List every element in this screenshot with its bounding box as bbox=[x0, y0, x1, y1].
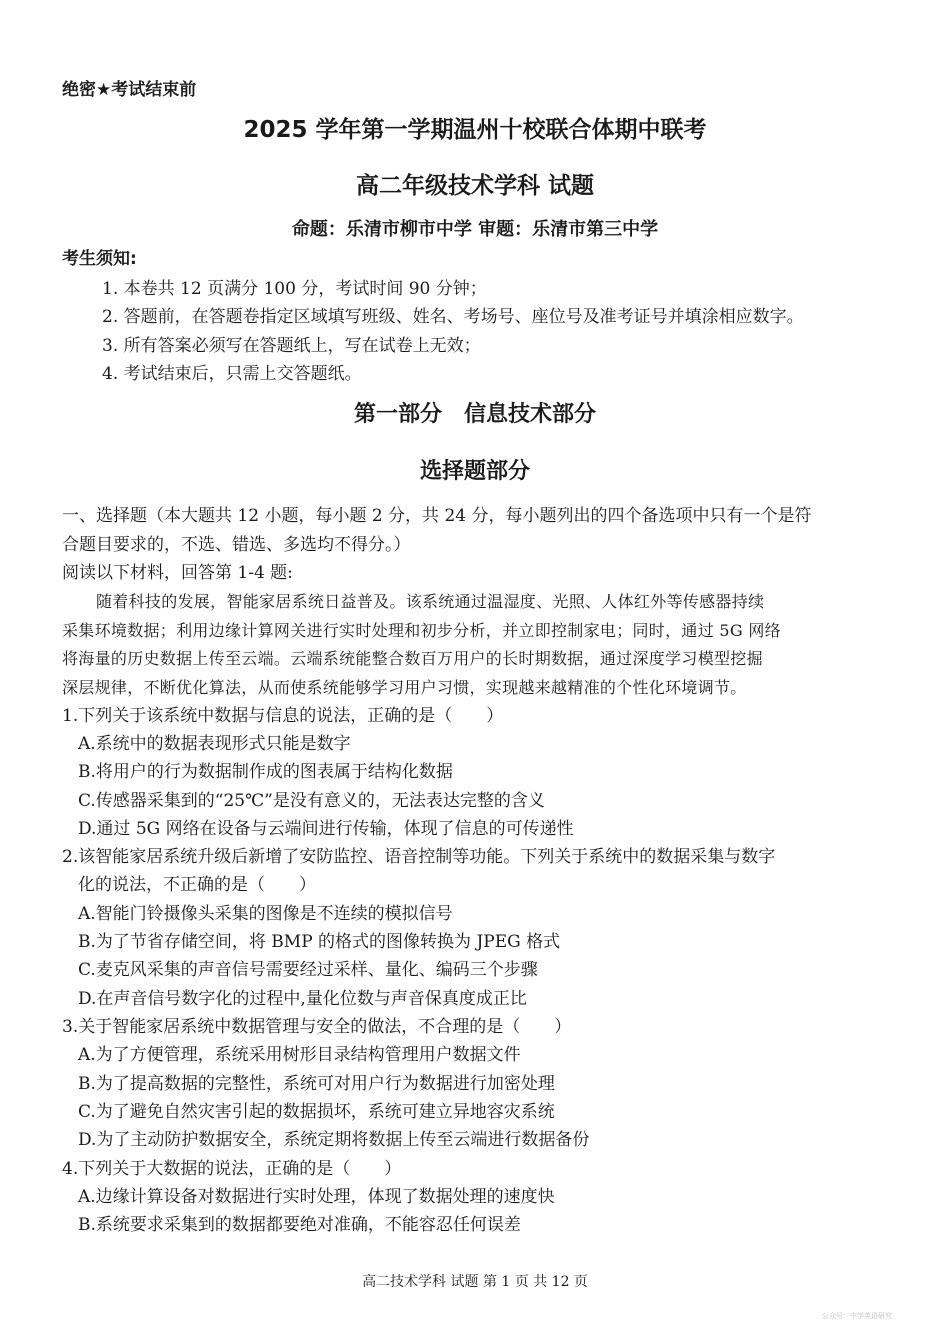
material-line: 随着科技的发展，智能家居系统日益普及。该系统通过温湿度、光照、人体红外等传感器持续 bbox=[96, 592, 765, 611]
question-option: C.为了避免自然灾害引起的数据损坏，系统可建立异地容灾系统 bbox=[78, 1102, 555, 1122]
question-stem: 1.下列关于该系统中数据与信息的说法，正确的是（ ） bbox=[62, 706, 504, 726]
notice-item: 3. 所有答案必须写在答题纸上，写在试卷上无效； bbox=[102, 336, 481, 356]
section-title: 选择题部分 bbox=[419, 459, 530, 484]
notice-heading: 考生须知: bbox=[62, 249, 137, 269]
question-option: A.智能门铃摄像头采集的图像是不连续的模拟信号 bbox=[78, 904, 453, 924]
material-line: 采集环境数据；利用边缘计算网关进行实时处理和初步分析，并立即控制家电；同时，通过 5G 网络 bbox=[62, 621, 781, 640]
material-line: 将海量的历史数据上传至云端。云端系统能整合数百万用户的长时期数据，通过深度学习模型挖掘 bbox=[62, 649, 763, 668]
material-line: 深层规律，不断优化算法，从而使系统能够学习用户习惯，实现越来越精准的个性化环境调节。 bbox=[62, 678, 747, 697]
exam-title: 2025 学年第一学期温州十校联合体期中联考 bbox=[243, 117, 707, 143]
question-option: D.通过 5G 网络在设备与云端间进行传输，体现了信息的可传递性 bbox=[78, 819, 574, 839]
instructions-line: 合题目要求的，不选、错选、多选均不得分。） bbox=[62, 535, 411, 555]
reading-prompt: 阅读以下材料，回答第 1-4 题: bbox=[62, 563, 293, 583]
question-option: C.麦克风采集的声音信号需要经过采样、量化、编码三个步骤 bbox=[78, 960, 538, 980]
notice-item: 1. 本卷共 12 页满分 100 分，考试时间 90 分钟； bbox=[102, 279, 487, 299]
question-stem-cont: 化的说法，不正确的是（ ） bbox=[78, 875, 316, 895]
instructions-line: 一、选择题（本大题共 12 小题，每小题 2 分，共 24 分，每小题列出的四个备选项中只有一个是符 bbox=[62, 506, 812, 526]
part-title: 第一部分 信息技术部分 bbox=[353, 402, 596, 427]
question-option: D.在声音信号数字化的过程中,量化位数与声音保真度成正比 bbox=[78, 989, 527, 1009]
question-option: C.传感器采集到的“25℃”是没有意义的，无法表达完整的含义 bbox=[78, 791, 545, 811]
question-option: B.将用户的行为数据制作成的图表属于结构化数据 bbox=[78, 762, 453, 782]
exam-subtitle: 高二年级技术学科 试题 bbox=[355, 173, 594, 199]
secrecy-label: 绝密★考试结束前 bbox=[62, 80, 197, 100]
question-stem: 3.关于智能家居系统中数据管理与安全的做法，不合理的是（ ） bbox=[62, 1017, 572, 1037]
notice-item: 2. 答题前，在答题卷指定区域填写班级、姓名、考场号、座位号及准考证号并填涂相应数字。 bbox=[102, 307, 804, 327]
question-option: A.边缘计算设备对数据进行实时处理，体现了数据处理的速度快 bbox=[78, 1187, 555, 1207]
question-option: A.为了方便管理，系统采用树形目录结构管理用户数据文件 bbox=[78, 1045, 521, 1065]
question-option: B.为了提高数据的完整性，系统可对用户行为数据进行加密处理 bbox=[78, 1074, 555, 1094]
watermark: 公众号：中学英语研究 bbox=[822, 1312, 892, 1320]
notice-item: 4. 考试结束后，只需上交答题纸。 bbox=[102, 364, 362, 384]
exam-authors: 命题：乐清市柳市中学 审题：乐清市第三中学 bbox=[291, 219, 659, 240]
page-footer: 高二技术学科 试题 第 1 页 共 12 页 bbox=[362, 1274, 588, 1290]
question-stem: 2.该智能家居系统升级后新增了安防监控、语音控制等功能。下列关于系统中的数据采集与数字 bbox=[62, 847, 776, 867]
question-option: D.为了主动防护数据安全，系统定期将数据上传至云端进行数据备份 bbox=[78, 1130, 590, 1150]
question-option: A.系统中的数据表现形式只能是数字 bbox=[78, 734, 351, 754]
question-option: B.为了节省存储空间，将 BMP 的格式的图像转换为 JPEG 格式 bbox=[78, 932, 561, 952]
question-stem: 4.下列关于大数据的说法，正确的是（ ） bbox=[62, 1159, 402, 1179]
question-option: B.系统要求采集到的数据都要绝对准确，不能容忍任何误差 bbox=[78, 1215, 521, 1235]
